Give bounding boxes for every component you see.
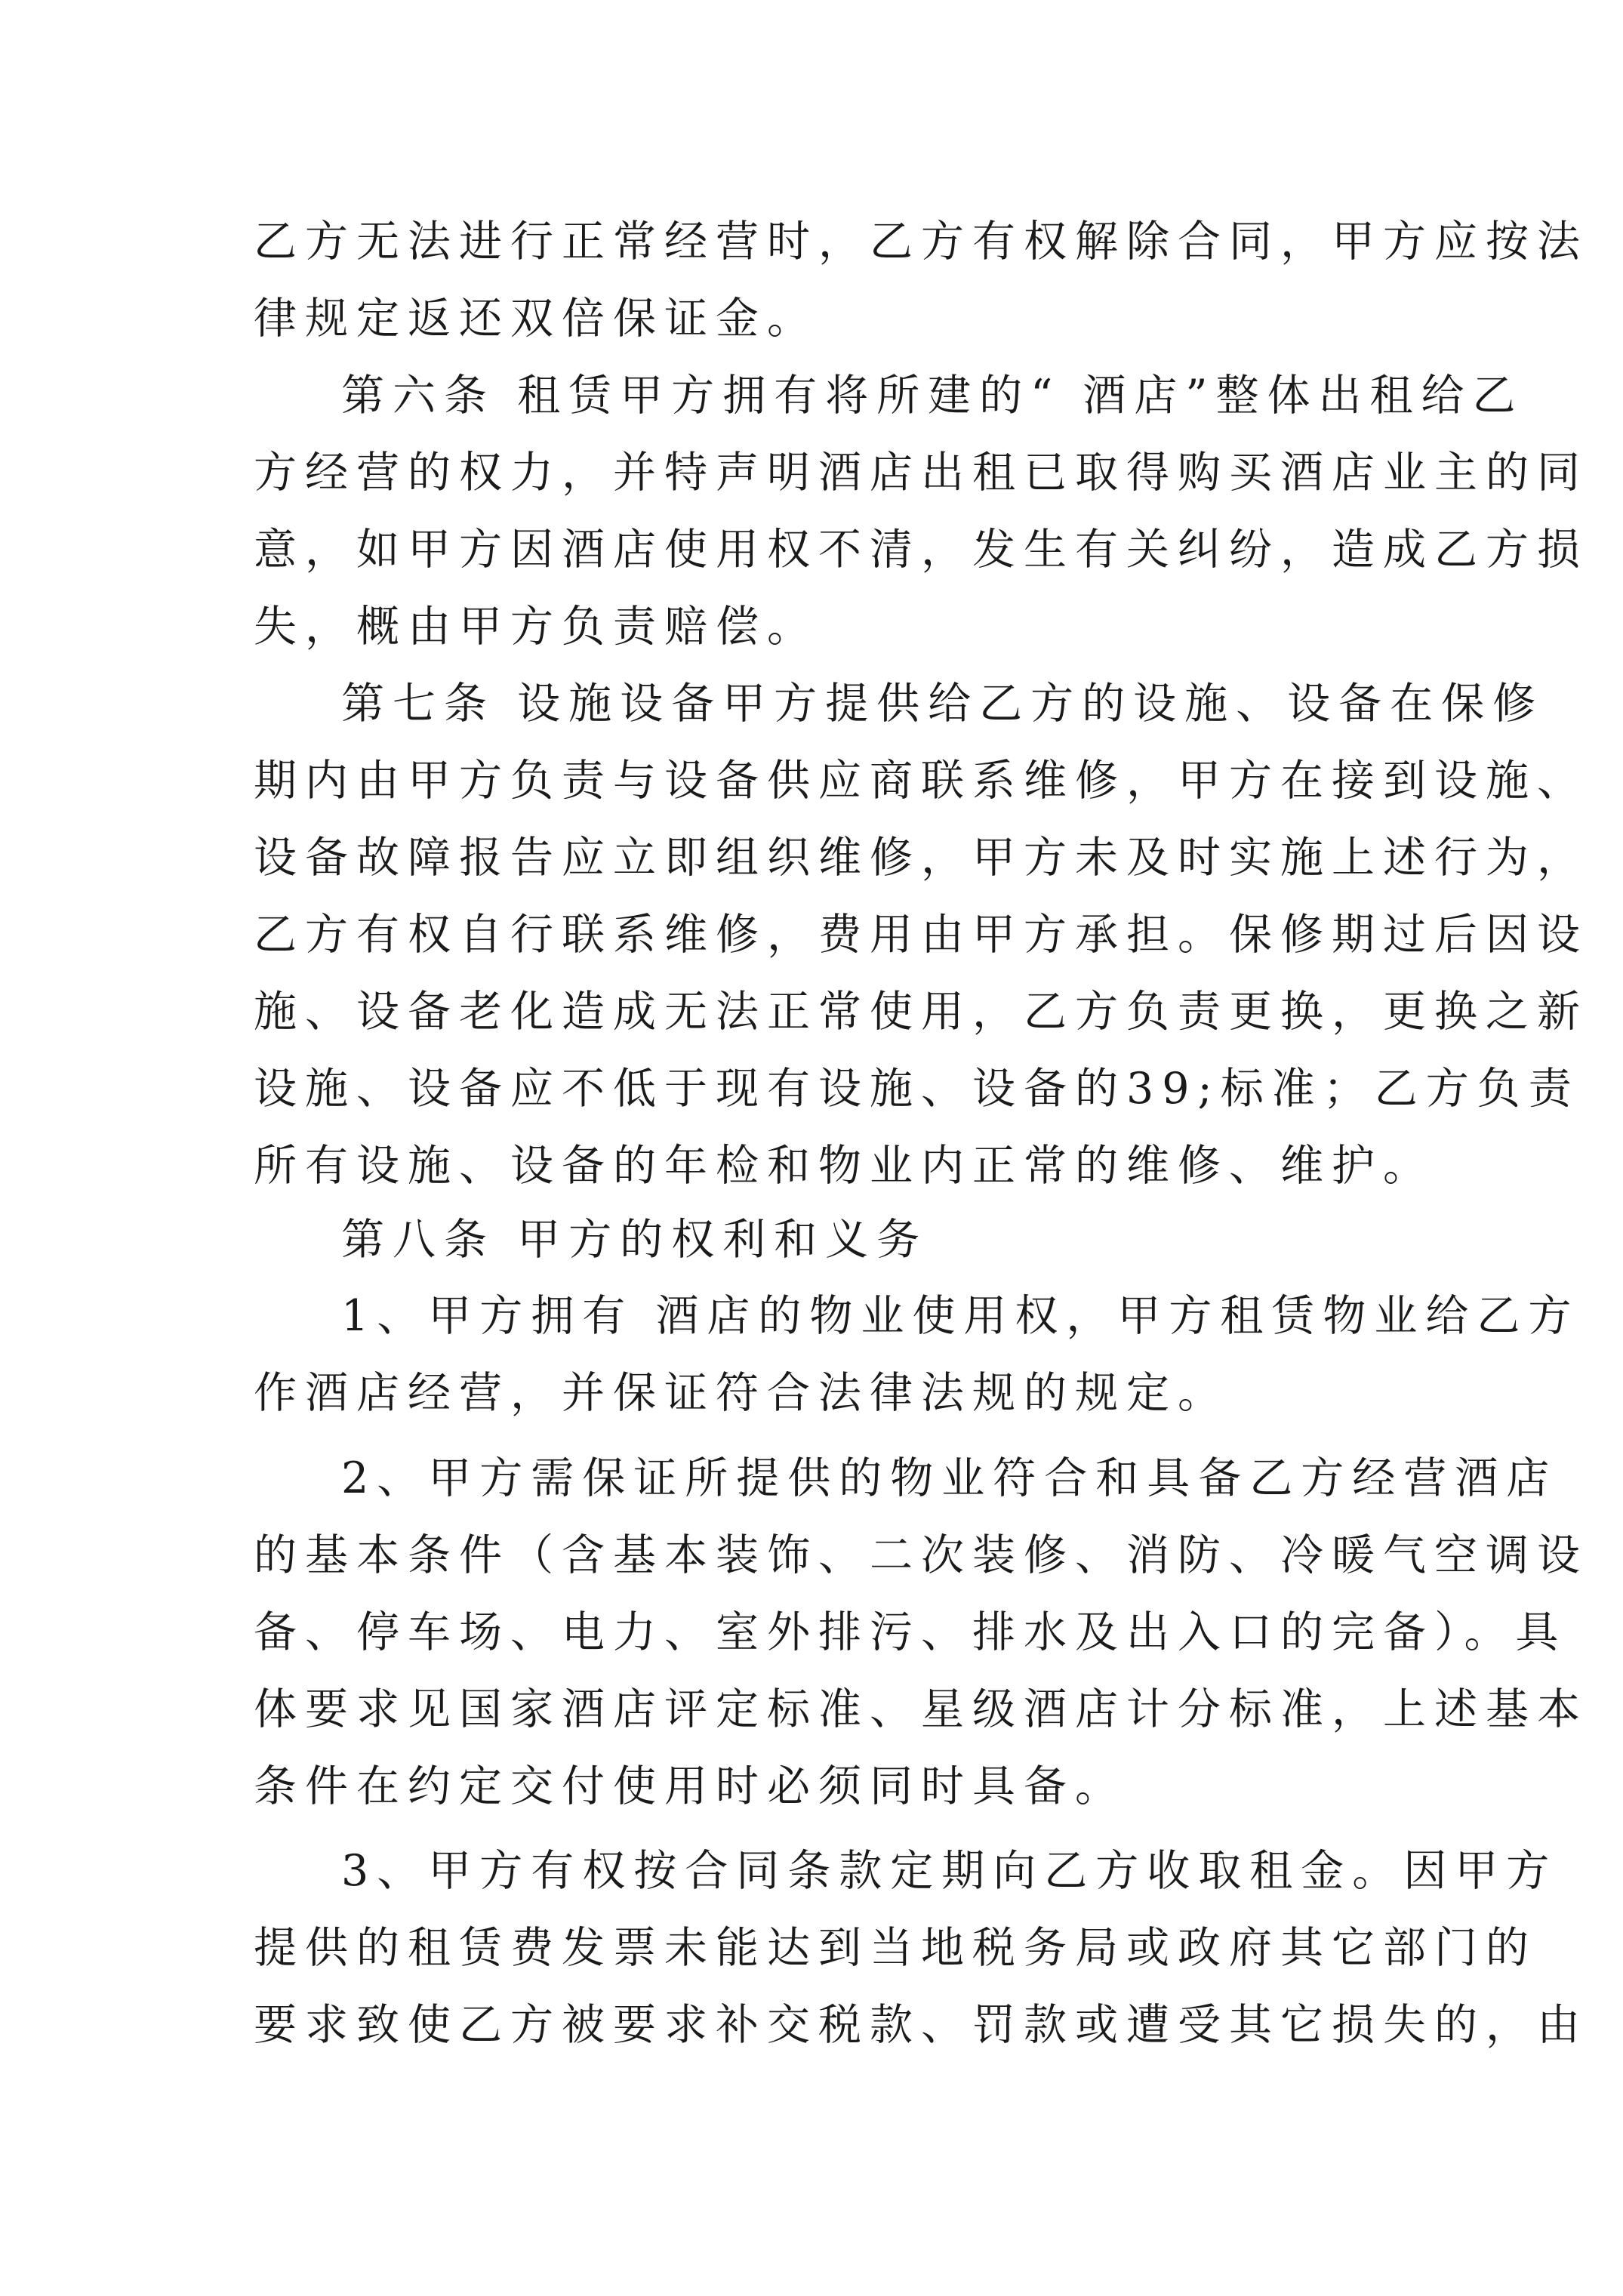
text-line: 要求致使乙方被要求补交税款、罚款或遭受其它损失的，由 [254,2000,1588,2050]
text-line: 的基本条件（含基本装饰、二次装修、消防、冷暖气空调设 [254,1530,1588,1580]
text-line: 施、设备老化造成无法正常使用，乙方负责更换，更换之新 [254,987,1588,1037]
text-line: 意，如甲方因酒店使用权不清，发生有关纠纷，造成乙方损 [254,525,1588,575]
text-line: 体要求见国家酒店评定标准、星级酒店计分标准，上述基本 [254,1684,1588,1734]
text-line: 方经营的权力，并特声明酒店出租已取得购买酒店业主的同 [254,448,1588,498]
text-line: 设备故障报告应立即组织维修，甲方未及时实施上述行为， [254,833,1588,883]
text-line: 1、甲方拥有 酒店的物业使用权，甲方租赁物业给乙方 [341,1291,1580,1341]
text-line: 设施、设备应不低于现有设施、设备的39;标准；乙方负责 [254,1064,1580,1114]
text-line: 第七条 设施设备甲方提供给乙方的设施、设备在保修 [341,679,1544,729]
text-line: 第六条 租赁甲方拥有将所建的“ 酒店”整体出租给乙 [341,371,1524,421]
text-line: 乙方无法进行正常经营时，乙方有权解除合同，甲方应按法 [254,217,1588,267]
text-line: 3、甲方有权按合同条款定期向乙方收取租金。因甲方 [341,1846,1558,1896]
text-line: 律规定返还双倍保证金。 [254,294,818,344]
text-line: 作酒店经营，并保证符合法律法规的规定。 [254,1368,1229,1418]
text-line: 2、甲方需保证所提供的物业符合和具备乙方经营酒店 [341,1453,1558,1503]
text-line: 第八条 甲方的权利和义务 [341,1215,929,1265]
text-line: 所有设施、设备的年检和物业内正常的维修、维护。 [254,1141,1434,1191]
text-line: 备、停车场、电力、室外排污、排水及出入口的完备）。具 [254,1607,1567,1657]
text-line: 条件在约定交付使用时必须同时具备。 [254,1761,1126,1811]
text-line: 乙方有权自行联系维修，费用由甲方承担。保修期过后因设 [254,910,1588,960]
text-line: 期内由甲方负责与设备供应商联系维修，甲方在接到设施、 [254,756,1588,806]
text-line: 失，概由甲方负责赔偿。 [254,602,818,652]
text-line: 提供的租赁费发票未能达到当地税务局或政府其它部门的 [254,1923,1537,1973]
